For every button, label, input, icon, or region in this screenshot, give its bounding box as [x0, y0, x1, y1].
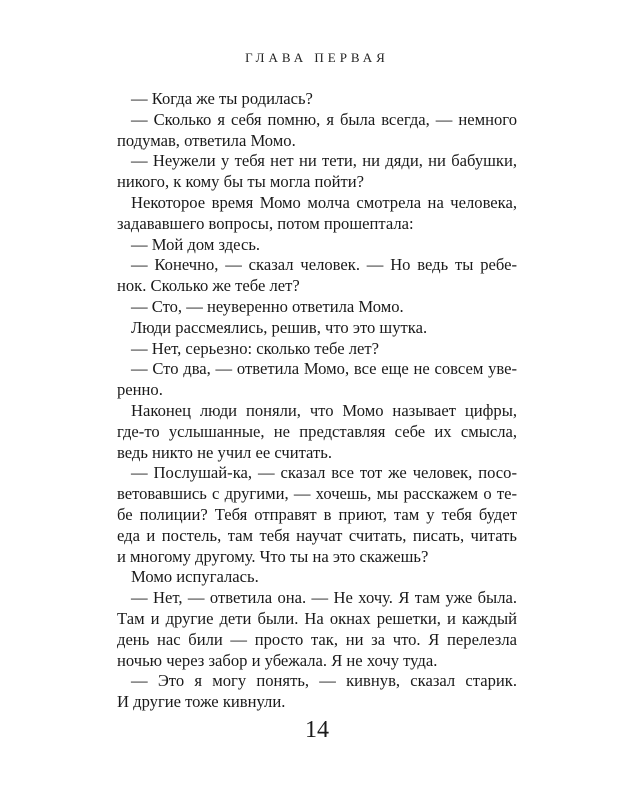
text-line: ренно. — [117, 380, 163, 400]
text-line: — Сто, — неуверенно ответила Момо. — [131, 296, 404, 316]
text-line: еда и постель, там тебя научат считать, писать, читать — [117, 525, 517, 545]
text-line: ветовавшись с другими, — хочешь, мы расскажем о те- — [117, 484, 517, 504]
text-line: и многому другому. Что ты на это скажешь? — [117, 546, 429, 566]
text-line: — Сто два, — ответила Момо, все еще не совсем уве- — [131, 359, 517, 379]
text-line: — Мой дом здесь. — [131, 234, 261, 254]
text-line: Люди рассмеялись, решив, что это шутка. — [131, 317, 428, 337]
text-line: Там и другие дети были. На окнах решетки, и каждый — [117, 608, 517, 628]
text-line: ночью через забор и убежала. Я не хочу туда. — [117, 650, 438, 670]
text-line: — Когда же ты родилась? — [131, 89, 313, 108]
text-line: — Нет, — ответила она. — Не хочу. Я там уже была. — [131, 588, 517, 608]
text-line: задававшего вопросы, потом прошептала: — [117, 213, 414, 233]
text-line: бе полиции? Тебя отправят в приют, там у тебя будет — [117, 504, 517, 524]
text-line: нок. Сколько же тебе лет? — [117, 276, 300, 296]
text-line: где-то услышанные, не представляя себе их смысла, — [117, 421, 517, 441]
text-line: Некоторое время Момо молча смотрела на человека, — [131, 192, 517, 212]
text-line: Момо испугалась. — [131, 567, 259, 587]
text-line: — Нет, серьезно: сколько тебе лет? — [131, 338, 380, 358]
text-line: — Сколько я себя помню, я была всегда, — немного — [131, 109, 517, 129]
text-line: И другие тоже кивнули. — [117, 692, 286, 712]
running-head: ГЛАВА ПЕРВАЯ — [245, 50, 389, 65]
text-line: — Это я могу понять, — кивнув, сказал старик. — [131, 671, 517, 691]
text-line: — Конечно, — сказал человек. — Но ведь ты ребе- — [131, 255, 517, 275]
text-line: Наконец люди поняли, что Момо называет цифры, — [131, 400, 517, 420]
text-line: ведь никто не учил ее считать. — [117, 442, 332, 462]
text-line: — Послушай-ка, — сказал все тот же человек, посо- — [131, 463, 517, 483]
text-line: никого, к кому бы ты могла пойти? — [117, 172, 365, 192]
text-line: подумав, ответила Момо. — [117, 130, 296, 150]
body-text — [117, 89, 517, 713]
page-number: 14 — [305, 717, 329, 743]
text-line: день нас били — просто так, ни за что. Я перелезла — [117, 629, 517, 649]
text-line: — Неужели у тебя нет ни тети, ни дяди, ни бабушки, — [131, 151, 517, 171]
